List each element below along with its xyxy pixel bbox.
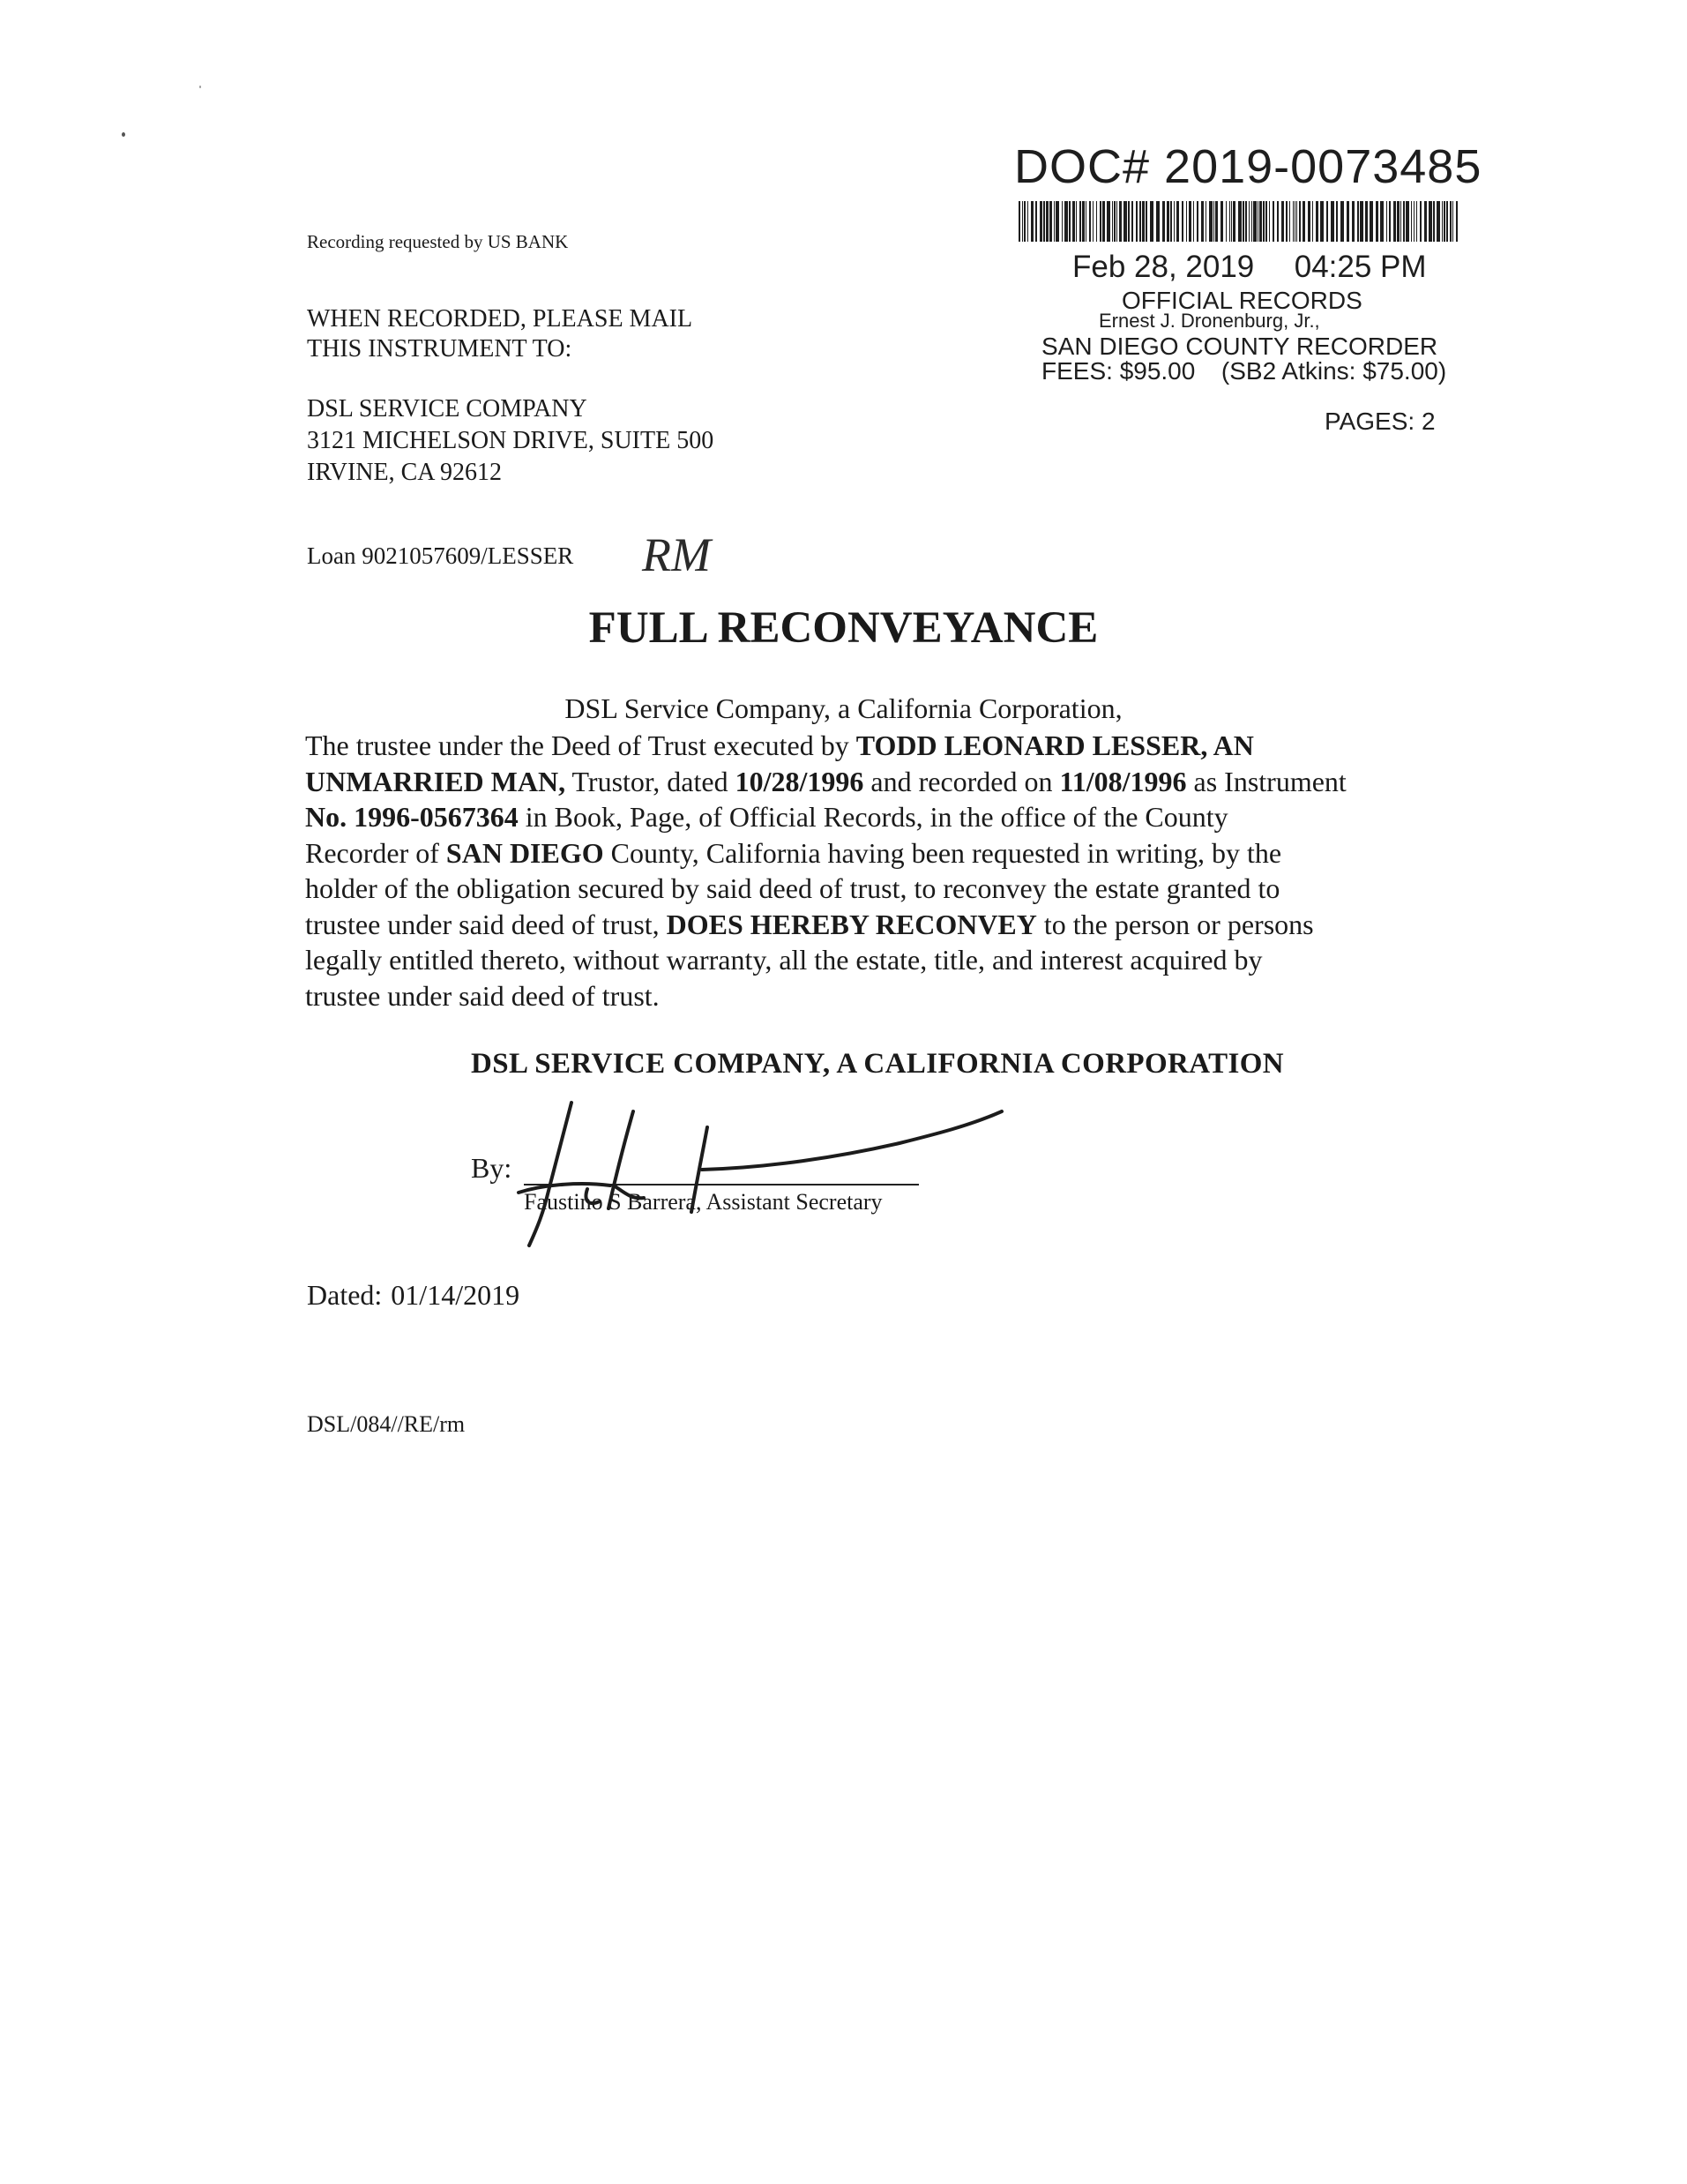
barcode-bar <box>1069 201 1071 242</box>
barcode-bar <box>1406 201 1409 242</box>
barcode-bar <box>1072 201 1075 242</box>
barcode-bar <box>1035 201 1037 242</box>
address-city: IRVINE, CA 92612 <box>307 459 502 486</box>
barcode-bar <box>1093 201 1094 242</box>
barcode-bar <box>1220 201 1223 242</box>
doc-number: DOC# 2019-0073485 <box>1014 140 1482 193</box>
recording-fees <box>1041 357 1446 385</box>
barcode-bar <box>1389 201 1391 242</box>
handwritten-initials: RM <box>642 528 711 581</box>
barcode-bar <box>1365 201 1368 242</box>
barcode-bar <box>1347 201 1349 242</box>
barcode-bar <box>1186 201 1187 242</box>
recorded-date-body: 11/08/1996 <box>1059 765 1187 797</box>
sb2-fee: (SB2 Atkins: $75.00) <box>1220 357 1447 385</box>
mail-to-block <box>307 304 692 364</box>
barcode-bar <box>1393 201 1396 242</box>
barcode-bar <box>1265 201 1267 242</box>
barcode-bar <box>1336 201 1338 242</box>
address-street: 3121 MICHELSON DRIVE, SUITE 500 <box>307 427 714 454</box>
barcode-bar <box>1215 201 1218 242</box>
barcode-bar <box>1049 201 1052 242</box>
body-text: and recorded on <box>863 765 1060 797</box>
body-text: County, California having been requested in writing, by the <box>603 836 1282 869</box>
barcode-bar <box>1022 201 1023 242</box>
barcode-bar <box>1360 201 1363 242</box>
signature-stroke <box>586 1189 600 1203</box>
barcode-bar <box>1096 201 1097 242</box>
barcode-bar <box>1231 201 1232 242</box>
barcode-bar <box>1253 201 1257 242</box>
barcode-bar <box>1089 201 1091 242</box>
trustor-name: TODD LEONARD LESSER, AN <box>855 729 1254 761</box>
barcode-bar <box>1259 201 1262 242</box>
body-line: trustee under said deed of trust. <box>305 979 660 1012</box>
barcode-bar <box>1079 201 1081 242</box>
body-line <box>305 764 1504 800</box>
barcode-bar <box>1170 201 1172 242</box>
barcode-bar <box>1233 201 1235 242</box>
trustee-intro: DSL Service Company, a California Corporation, <box>564 692 1123 724</box>
barcode-bar <box>1193 201 1194 242</box>
barcode-bar <box>1286 201 1288 242</box>
barcode-bar <box>1293 201 1294 242</box>
barcode-bar <box>1100 201 1101 242</box>
barcode-bar <box>1119 201 1122 242</box>
barcode-bar <box>1209 201 1213 242</box>
body-text: The trustee under the Deed of Trust executed by <box>305 729 856 761</box>
barcode-bar <box>1357 201 1359 242</box>
barcode-bar <box>1376 201 1378 242</box>
loan-number: Loan 9021057609/LESSER <box>307 542 574 569</box>
barcode-bar <box>1433 201 1435 242</box>
barcode-bar <box>1456 201 1458 242</box>
body-text: to the person or persons <box>1036 908 1314 940</box>
barcode-bar <box>1429 201 1432 242</box>
handwritten-signature <box>503 1094 1014 1248</box>
barcode-bar <box>1162 201 1165 242</box>
county-recorder: SAN DIEGO COUNTY RECORDER <box>1041 333 1438 360</box>
deed-date: 10/28/1996 <box>735 765 864 797</box>
barcode-bar <box>1446 201 1448 242</box>
barcode-bar <box>1397 201 1400 242</box>
body-text: in Book, Page, of Official Records, in the office of the County <box>518 801 1228 833</box>
barcode-bar <box>1056 201 1059 242</box>
signature-stroke <box>529 1103 571 1245</box>
barcode-bar <box>1386 201 1387 242</box>
barcode-bar <box>1312 201 1313 242</box>
mail-address <box>307 393 713 489</box>
signature-stroke <box>614 1185 644 1198</box>
dated-label: Dated: <box>307 1279 383 1311</box>
barcode-bar <box>1326 201 1328 242</box>
barcode-bar <box>1420 201 1422 242</box>
recorded-time: 04:25 PM <box>1294 250 1427 284</box>
body-line: legally entitled thereto, without warranty, all the estate, title, and interest acquired by <box>305 944 1263 976</box>
barcode-bar <box>1340 201 1344 242</box>
barcode-bar <box>1273 201 1274 242</box>
scan-speck <box>122 132 125 137</box>
barcode-bar <box>1269 201 1270 242</box>
fees-amount: FEES: $95.00 <box>1041 357 1196 385</box>
body-text: Recorder of <box>305 836 446 869</box>
mail-to-line1: WHEN RECORDED, PLEASE MAIL <box>307 305 693 333</box>
barcode-bar <box>1176 201 1179 242</box>
barcode-bar <box>1102 201 1105 242</box>
barcode-bar <box>1403 201 1405 242</box>
barcode-bar <box>1243 201 1244 242</box>
barcode-bar <box>1352 201 1355 242</box>
barcode-bar <box>1229 201 1230 242</box>
barcode-bar <box>1167 201 1169 242</box>
instrument-number: No. 1996-0567364 <box>305 801 519 833</box>
barcode-bar <box>1040 201 1042 242</box>
barcode-bar <box>1281 201 1284 242</box>
barcode-bar <box>1123 201 1127 242</box>
recorded-datetime <box>1072 250 1427 285</box>
document-title: FULL RECONVEYANCE <box>588 603 1099 653</box>
reconveyance-body <box>305 728 1504 1013</box>
barcode-bar <box>1139 201 1141 242</box>
barcode-bar <box>1424 201 1427 242</box>
document-reference: DSL/084//RE/rm <box>307 1411 466 1437</box>
barcode-bar <box>1156 201 1160 242</box>
barcode-bar <box>1064 201 1068 242</box>
barcode-bar <box>1213 201 1214 242</box>
barcode-bar <box>1277 201 1279 242</box>
dated-value: 01/14/2019 <box>391 1279 520 1311</box>
by-label: By: <box>471 1152 512 1184</box>
body-line <box>305 835 1504 871</box>
recording-requested: Recording requested by US BANK <box>307 231 569 252</box>
barcode-bar <box>1054 201 1055 242</box>
page-count: PAGES: 2 <box>1325 408 1436 435</box>
barcode-bar <box>1442 201 1443 242</box>
barcode-bar <box>1245 201 1247 242</box>
official-records: OFFICIAL RECORDS <box>1122 287 1362 314</box>
barcode-bar <box>1452 201 1453 242</box>
barcode-bar <box>1128 201 1130 242</box>
barcode-bar <box>1238 201 1242 242</box>
dated-line <box>307 1279 519 1312</box>
barcode-bar <box>1331 201 1334 242</box>
barcode-bar <box>1076 201 1077 242</box>
body-line: holder of the obligation secured by said deed of trust, to reconvey the estate granted to <box>305 872 1280 904</box>
barcode-bar <box>1400 201 1401 242</box>
signer-name: Faustino S Barrera, Assistant Secretary <box>524 1189 883 1215</box>
recorded-date: Feb 28, 2019 <box>1072 250 1255 284</box>
barcode-bar <box>1174 201 1175 242</box>
body-text: Trustor, dated <box>565 765 735 797</box>
barcode-bar <box>1082 201 1085 242</box>
barcode-bar <box>1289 201 1290 242</box>
barcode-bar <box>1142 201 1145 242</box>
scan-speck <box>199 86 201 88</box>
barcode-bar <box>1263 201 1265 242</box>
barcode-bar <box>1031 201 1034 242</box>
barcode-bar <box>1107 201 1110 242</box>
barcode-bar <box>1414 201 1415 242</box>
body-line <box>305 728 1504 764</box>
recorder-name: Ernest J. Dronenburg, Jr., <box>1099 310 1320 332</box>
barcode-bar <box>1197 201 1198 242</box>
signature-stroke <box>519 1184 610 1193</box>
county-name: SAN DIEGO <box>445 836 604 869</box>
barcode-bar <box>1189 201 1191 242</box>
barcode-bar <box>1046 201 1049 242</box>
barcode <box>1019 201 1461 242</box>
barcode-bar <box>1370 201 1373 242</box>
body-text: as Instrument <box>1186 765 1347 797</box>
address-company: DSL SERVICE COMPANY <box>307 395 587 423</box>
barcode-bar <box>1444 201 1445 242</box>
barcode-bar <box>1296 201 1297 242</box>
barcode-bar <box>1150 201 1153 242</box>
barcode-bar <box>1062 201 1063 242</box>
barcode-bar <box>1201 201 1204 242</box>
barcode-bar <box>1182 201 1183 242</box>
barcode-bar <box>1316 201 1318 242</box>
barcode-bar <box>1437 201 1440 242</box>
barcode-bar <box>1226 201 1227 242</box>
barcode-bar <box>1251 201 1252 242</box>
barcode-bar <box>1380 201 1384 242</box>
barcode-bar <box>1027 201 1028 242</box>
barcode-bar <box>1320 201 1324 242</box>
barcode-bar <box>1411 201 1412 242</box>
barcode-bar <box>1043 201 1045 242</box>
barcode-bar <box>1416 201 1417 242</box>
barcode-bar <box>1019 201 1020 242</box>
barcode-bar <box>1116 201 1117 242</box>
barcode-bar <box>1308 201 1310 242</box>
barcode-bar <box>1024 201 1026 242</box>
barcode-bar <box>1249 201 1250 242</box>
barcode-bar <box>1131 201 1133 242</box>
body-line <box>305 799 1504 835</box>
barcode-bar <box>1112 201 1113 242</box>
body-text: trustee under said deed of trust, <box>305 908 667 940</box>
barcode-bar <box>1450 201 1452 242</box>
signing-company: DSL SERVICE COMPANY, A CALIFORNIA CORPORATION <box>471 1048 1285 1080</box>
barcode-bar <box>1136 201 1138 242</box>
barcode-bar <box>1303 201 1305 242</box>
mail-to-line2: THIS INSTRUMENT TO: <box>307 335 572 363</box>
body-line <box>305 907 1504 943</box>
barcode-bar <box>1146 201 1147 242</box>
trustor-status: UNMARRIED MAN, <box>305 765 566 797</box>
reconvey-clause: DOES HEREBY RECONVEY <box>666 908 1037 940</box>
barcode-bar <box>1299 201 1301 242</box>
barcode-bar <box>1114 201 1116 242</box>
signature-stroke <box>702 1111 1002 1170</box>
